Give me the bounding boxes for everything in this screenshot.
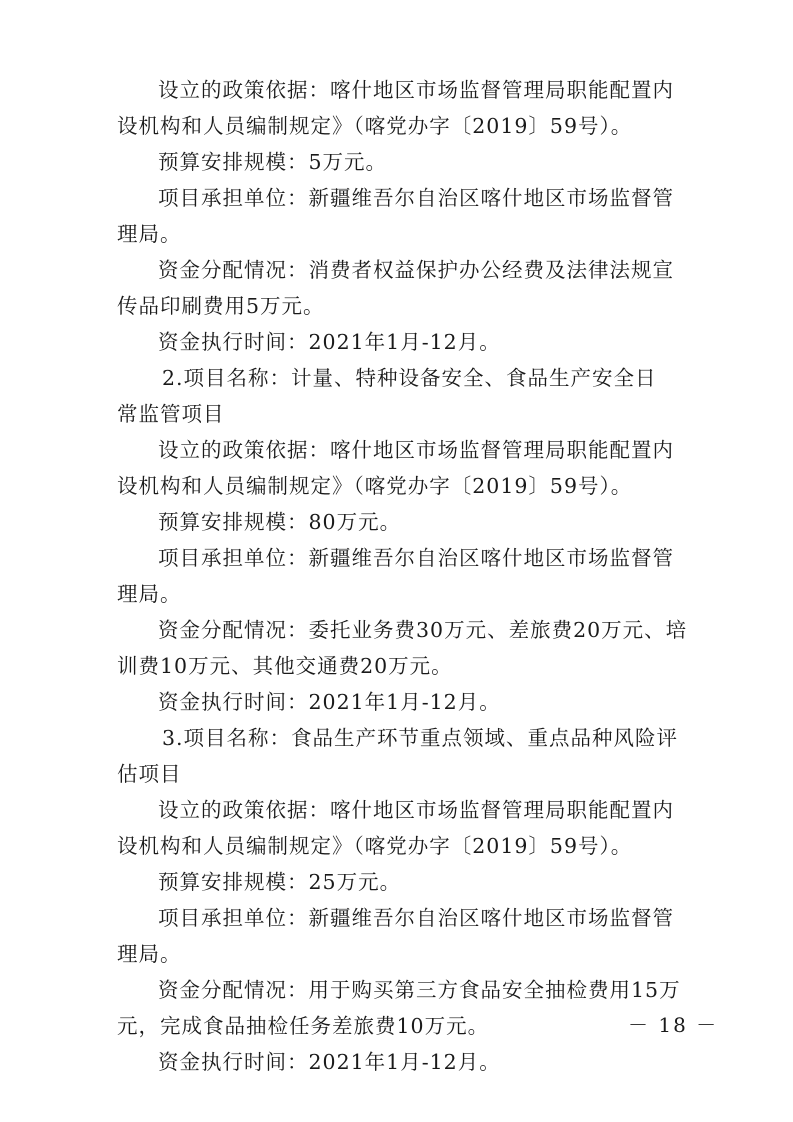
text-line: 理局。	[117, 942, 182, 966]
text-line: 训费10万元、其他交通费20万元。	[117, 654, 453, 678]
text-line: 预算安排规模：80万元。	[158, 510, 402, 534]
text-line: 设立的政策依据：喀什地区市场监督管理局职能配置内	[158, 78, 674, 102]
text-line: 设机构和人员编制规定》（喀党办字〔2019〕59号）。	[117, 834, 633, 858]
text-line: 项目承担单位：新疆维吾尔自治区喀什地区市场监督管	[158, 546, 674, 570]
page-number: － 18 －	[628, 1013, 719, 1037]
text-line: 理局。	[117, 582, 182, 606]
text-line: 资金执行时间：2021年1月-12月。	[158, 690, 501, 714]
text-line: 预算安排规模：5万元。	[158, 150, 388, 174]
text-line: 理局。	[117, 222, 182, 246]
section-heading: 3.项目名称：食品生产环节重点领域、重点品种风险评	[162, 726, 679, 750]
section-heading-continued: 常监管项目	[117, 402, 225, 426]
text-line: 设机构和人员编制规定》（喀党办字〔2019〕59号）。	[117, 474, 633, 498]
text-line: 资金分配情况：消费者权益保护办公经费及法律法规宣	[158, 258, 674, 282]
text-line: 元，完成食品抽检任务差旅费10万元。	[117, 1014, 490, 1038]
text-line: 资金分配情况：用于购买第三方食品安全抽检费用15万	[158, 978, 681, 1002]
text-line: 传品印刷费用5万元。	[117, 294, 325, 318]
text-line: 设立的政策依据：喀什地区市场监督管理局职能配置内	[158, 438, 674, 462]
text-line: 预算安排规模：25万元。	[158, 870, 402, 894]
text-line: 项目承担单位：新疆维吾尔自治区喀什地区市场监督管	[158, 906, 674, 930]
section-heading: 2.项目名称：计量、特种设备安全、食品生产安全日	[162, 366, 657, 390]
text-line: 设立的政策依据：喀什地区市场监督管理局职能配置内	[158, 798, 674, 822]
text-line: 设机构和人员编制规定》（喀党办字〔2019〕59号）。	[117, 114, 633, 138]
section-heading-continued: 估项目	[117, 762, 182, 786]
text-line: 资金执行时间：2021年1月-12月。	[158, 1050, 501, 1074]
text-line: 资金分配情况：委托业务费30万元、差旅费20万元、培	[158, 618, 688, 642]
text-line: 资金执行时间：2021年1月-12月。	[158, 330, 501, 354]
text-line: 项目承担单位：新疆维吾尔自治区喀什地区市场监督管	[158, 186, 674, 210]
